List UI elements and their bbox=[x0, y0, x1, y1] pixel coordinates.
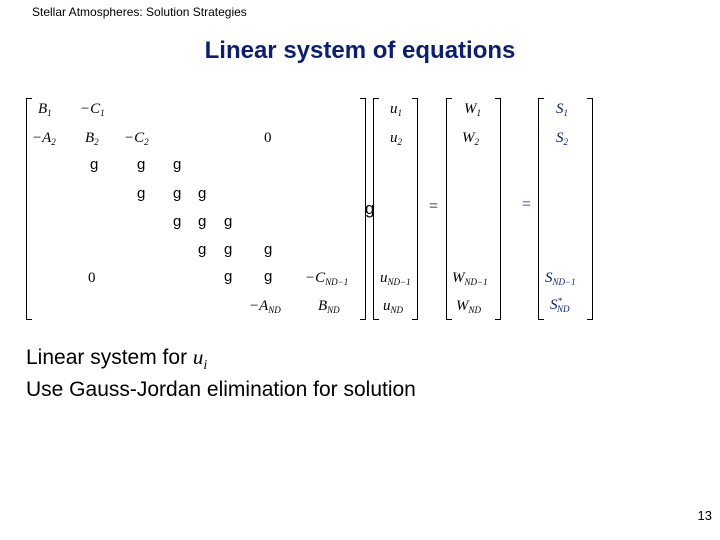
matrix-g-symbol: g bbox=[264, 268, 273, 285]
matrix-zero-lower: 0 bbox=[88, 270, 96, 286]
equals-sign: = bbox=[522, 196, 532, 213]
page-number: 13 bbox=[697, 508, 712, 523]
s-vector-s-nd-star: $S^*_{ND}$ bbox=[550, 296, 570, 314]
matrix-g-symbol: g bbox=[137, 185, 146, 202]
matrix-g-symbol: g bbox=[224, 268, 233, 285]
matrix-b-nd: $B_{ND}$ bbox=[318, 298, 340, 315]
matrix-g-symbol: g bbox=[198, 213, 207, 230]
w-vector-w2: $W_2$ bbox=[462, 130, 479, 147]
matrix-minus-a2: $-A_2$ bbox=[32, 130, 56, 147]
u-vector-u2: $u_2$ bbox=[390, 130, 402, 147]
matrix-g-symbol: g bbox=[90, 156, 99, 173]
matrix-minus-c1: $-C_1$ bbox=[80, 101, 105, 118]
matrix-minus-c2: $-C_2$ bbox=[124, 130, 149, 147]
matrix-g-symbol: g bbox=[137, 156, 146, 173]
u-vector-u-nd: $u_{ND}$ bbox=[383, 298, 404, 315]
matrix-g-symbol: g bbox=[224, 213, 233, 230]
w-vector-w-nd: $W_{ND}$ bbox=[456, 298, 482, 315]
w-vector-w-nd-1: $W_{ND-1}$ bbox=[452, 270, 488, 287]
s-vector-left-bracket bbox=[538, 98, 544, 320]
matrix-g-symbol: g bbox=[365, 199, 375, 218]
matrix-g-symbol: g bbox=[173, 213, 182, 230]
matrix-g-symbol: g bbox=[198, 241, 207, 258]
s-vector-s1: $S_1$ bbox=[556, 101, 568, 118]
body-line-gauss-jordan: Use Gauss-Jordan elimination for solution bbox=[26, 378, 416, 401]
matrix-b1: $B_1$ bbox=[38, 101, 52, 118]
w-vector-w1: $W_1$ bbox=[464, 101, 481, 118]
slide-title: Linear system of equations bbox=[204, 37, 516, 64]
matrix-g-symbol: g bbox=[173, 156, 182, 173]
s-vector-s2: $S_2$ bbox=[556, 130, 568, 147]
matrix-b2: $B_2$ bbox=[85, 130, 99, 147]
matrix-minus-c-nd-1: $-C_{ND-1}$ bbox=[305, 270, 349, 287]
matrix-g-symbol: g bbox=[224, 241, 233, 258]
matrix-zero-upper: 0 bbox=[264, 130, 272, 146]
matrix-g-symbol: g bbox=[264, 241, 273, 258]
body-line-linear-system: Linear system for $u_i$ bbox=[26, 345, 208, 374]
header-course: Stellar Atmospheres: Solution Strategies bbox=[32, 5, 247, 19]
s-vector-s-nd-1: $S_{ND-1}$ bbox=[545, 270, 576, 287]
matrix-g-symbol: g bbox=[198, 185, 207, 202]
equals-sign: = bbox=[429, 198, 439, 215]
u-vector-u-nd-1: $u_{ND-1}$ bbox=[380, 270, 411, 287]
s-vector-right-bracket bbox=[587, 98, 593, 320]
matrix-minus-a-nd: $-A_{ND}$ bbox=[249, 298, 281, 315]
w-vector-right-bracket bbox=[495, 98, 501, 320]
u-vector-right-bracket bbox=[412, 98, 418, 320]
matrix-g-symbol: g bbox=[173, 185, 182, 202]
u-vector-u1: $u_1$ bbox=[390, 101, 402, 118]
